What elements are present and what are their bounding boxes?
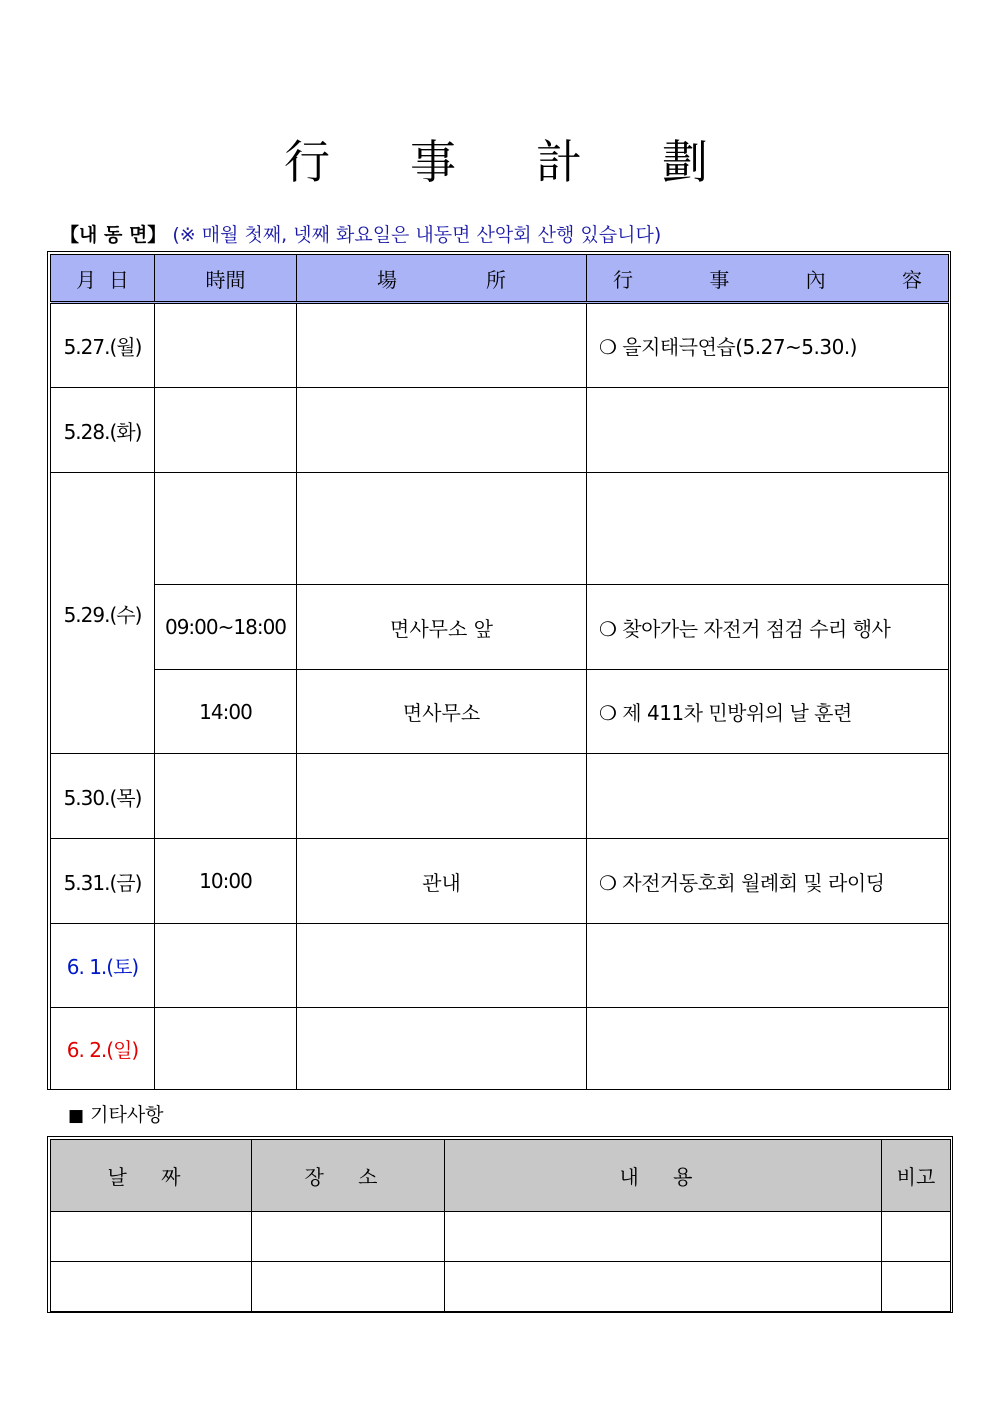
- place-cell: [297, 754, 587, 839]
- time-cell: [155, 924, 297, 1008]
- time-cell: [155, 388, 297, 473]
- etc-header-content: 내 용: [445, 1140, 882, 1212]
- date-cell: 5.29.(수): [51, 473, 155, 754]
- place-cell: [297, 1008, 587, 1090]
- schedule-header-row: [51, 255, 949, 303]
- time-cell: 14:00: [155, 670, 297, 754]
- date-cell: 5.30.(목): [51, 754, 155, 839]
- table-row: [51, 388, 949, 473]
- etc-cell: [51, 1262, 252, 1312]
- place-cell: [297, 388, 587, 473]
- title-char: 事: [410, 135, 456, 189]
- content-cell: [587, 473, 949, 585]
- place-cell: [297, 303, 587, 388]
- etc-cell: [445, 1212, 882, 1262]
- etc-label: 기타사항: [90, 1104, 164, 1126]
- place-cell: 면사무소 앞: [297, 585, 587, 670]
- etc-cell: [51, 1212, 252, 1262]
- header-date: 月 日: [51, 255, 155, 303]
- place-cell: [297, 924, 587, 1008]
- date-cell: 6. 2.(일): [51, 1008, 155, 1090]
- title-char: 計: [536, 135, 582, 189]
- document-title: [0, 126, 992, 192]
- table-row: [51, 670, 949, 754]
- content-cell: ❍ 자전거동호회 월례회 및 라이딩: [587, 839, 949, 924]
- table-row: [51, 585, 949, 670]
- header-place-char: 場: [377, 267, 397, 292]
- header-content-char: 內: [805, 267, 826, 292]
- date-cell: 5.28.(화): [51, 388, 155, 473]
- date-cell: 5.31.(금): [51, 839, 155, 924]
- title-char: 劃: [662, 135, 708, 189]
- etc-cell: [882, 1262, 951, 1312]
- table-row: [51, 1008, 949, 1090]
- etc-table-frame: [47, 1136, 953, 1313]
- place-cell: 면사무소: [297, 670, 587, 754]
- table-row: [51, 473, 949, 585]
- section-note: (※ 매월 첫째, 넷째 화요일은 내동면 산악회 산행 있습니다): [172, 224, 662, 246]
- etc-cell: [445, 1262, 882, 1312]
- time-cell: [155, 1008, 297, 1090]
- etc-cell: [882, 1212, 951, 1262]
- time-cell: 10:00: [155, 839, 297, 924]
- header-content: [587, 255, 949, 303]
- table-row: [51, 839, 949, 924]
- header-content-char: 行: [613, 267, 633, 292]
- content-cell: ❍ 을지태극연습(5.27~5.30.): [587, 303, 949, 388]
- etc-heading: [68, 1100, 164, 1127]
- place-cell: [297, 473, 587, 585]
- section-label: 【내 동 면】: [60, 224, 167, 246]
- content-cell: [587, 1008, 949, 1090]
- place-cell: 관내: [297, 839, 587, 924]
- etc-header-row: [51, 1140, 951, 1212]
- etc-table: [50, 1139, 951, 1312]
- date-cell: 5.27.(월): [51, 303, 155, 388]
- header-time: 時間: [155, 255, 297, 303]
- time-cell: [155, 303, 297, 388]
- header-content-char: 容: [901, 267, 922, 292]
- etc-cell: [252, 1262, 445, 1312]
- time-cell: [155, 754, 297, 839]
- content-cell: [587, 388, 949, 473]
- etc-cell: [252, 1212, 445, 1262]
- etc-header-place: 장 소: [252, 1140, 445, 1212]
- table-row: [51, 1212, 951, 1262]
- header-place-char: 所: [486, 267, 506, 292]
- content-cell: ❍ 제 411차 민방위의 날 훈련: [587, 670, 949, 754]
- date-cell: 6. 1.(토): [51, 924, 155, 1008]
- table-row: [51, 754, 949, 839]
- square-bullet-icon: ■: [68, 1106, 85, 1126]
- section-heading: [60, 220, 661, 247]
- etc-header-date: 날 짜: [51, 1140, 252, 1212]
- header-place: [297, 255, 587, 303]
- table-row: [51, 1262, 951, 1312]
- table-row: [51, 924, 949, 1008]
- schedule-table-frame: [47, 251, 951, 1090]
- etc-header-note: 비고: [882, 1140, 951, 1212]
- content-cell: [587, 754, 949, 839]
- time-cell: [155, 473, 297, 585]
- time-cell: 09:00~18:00: [155, 585, 297, 670]
- table-row: [51, 303, 949, 388]
- schedule-table: [50, 254, 949, 1090]
- content-cell: [587, 924, 949, 1008]
- title-char: 行: [284, 135, 330, 189]
- header-content-char: 事: [709, 267, 730, 292]
- content-cell: ❍ 찾아가는 자전거 점검 수리 행사: [587, 585, 949, 670]
